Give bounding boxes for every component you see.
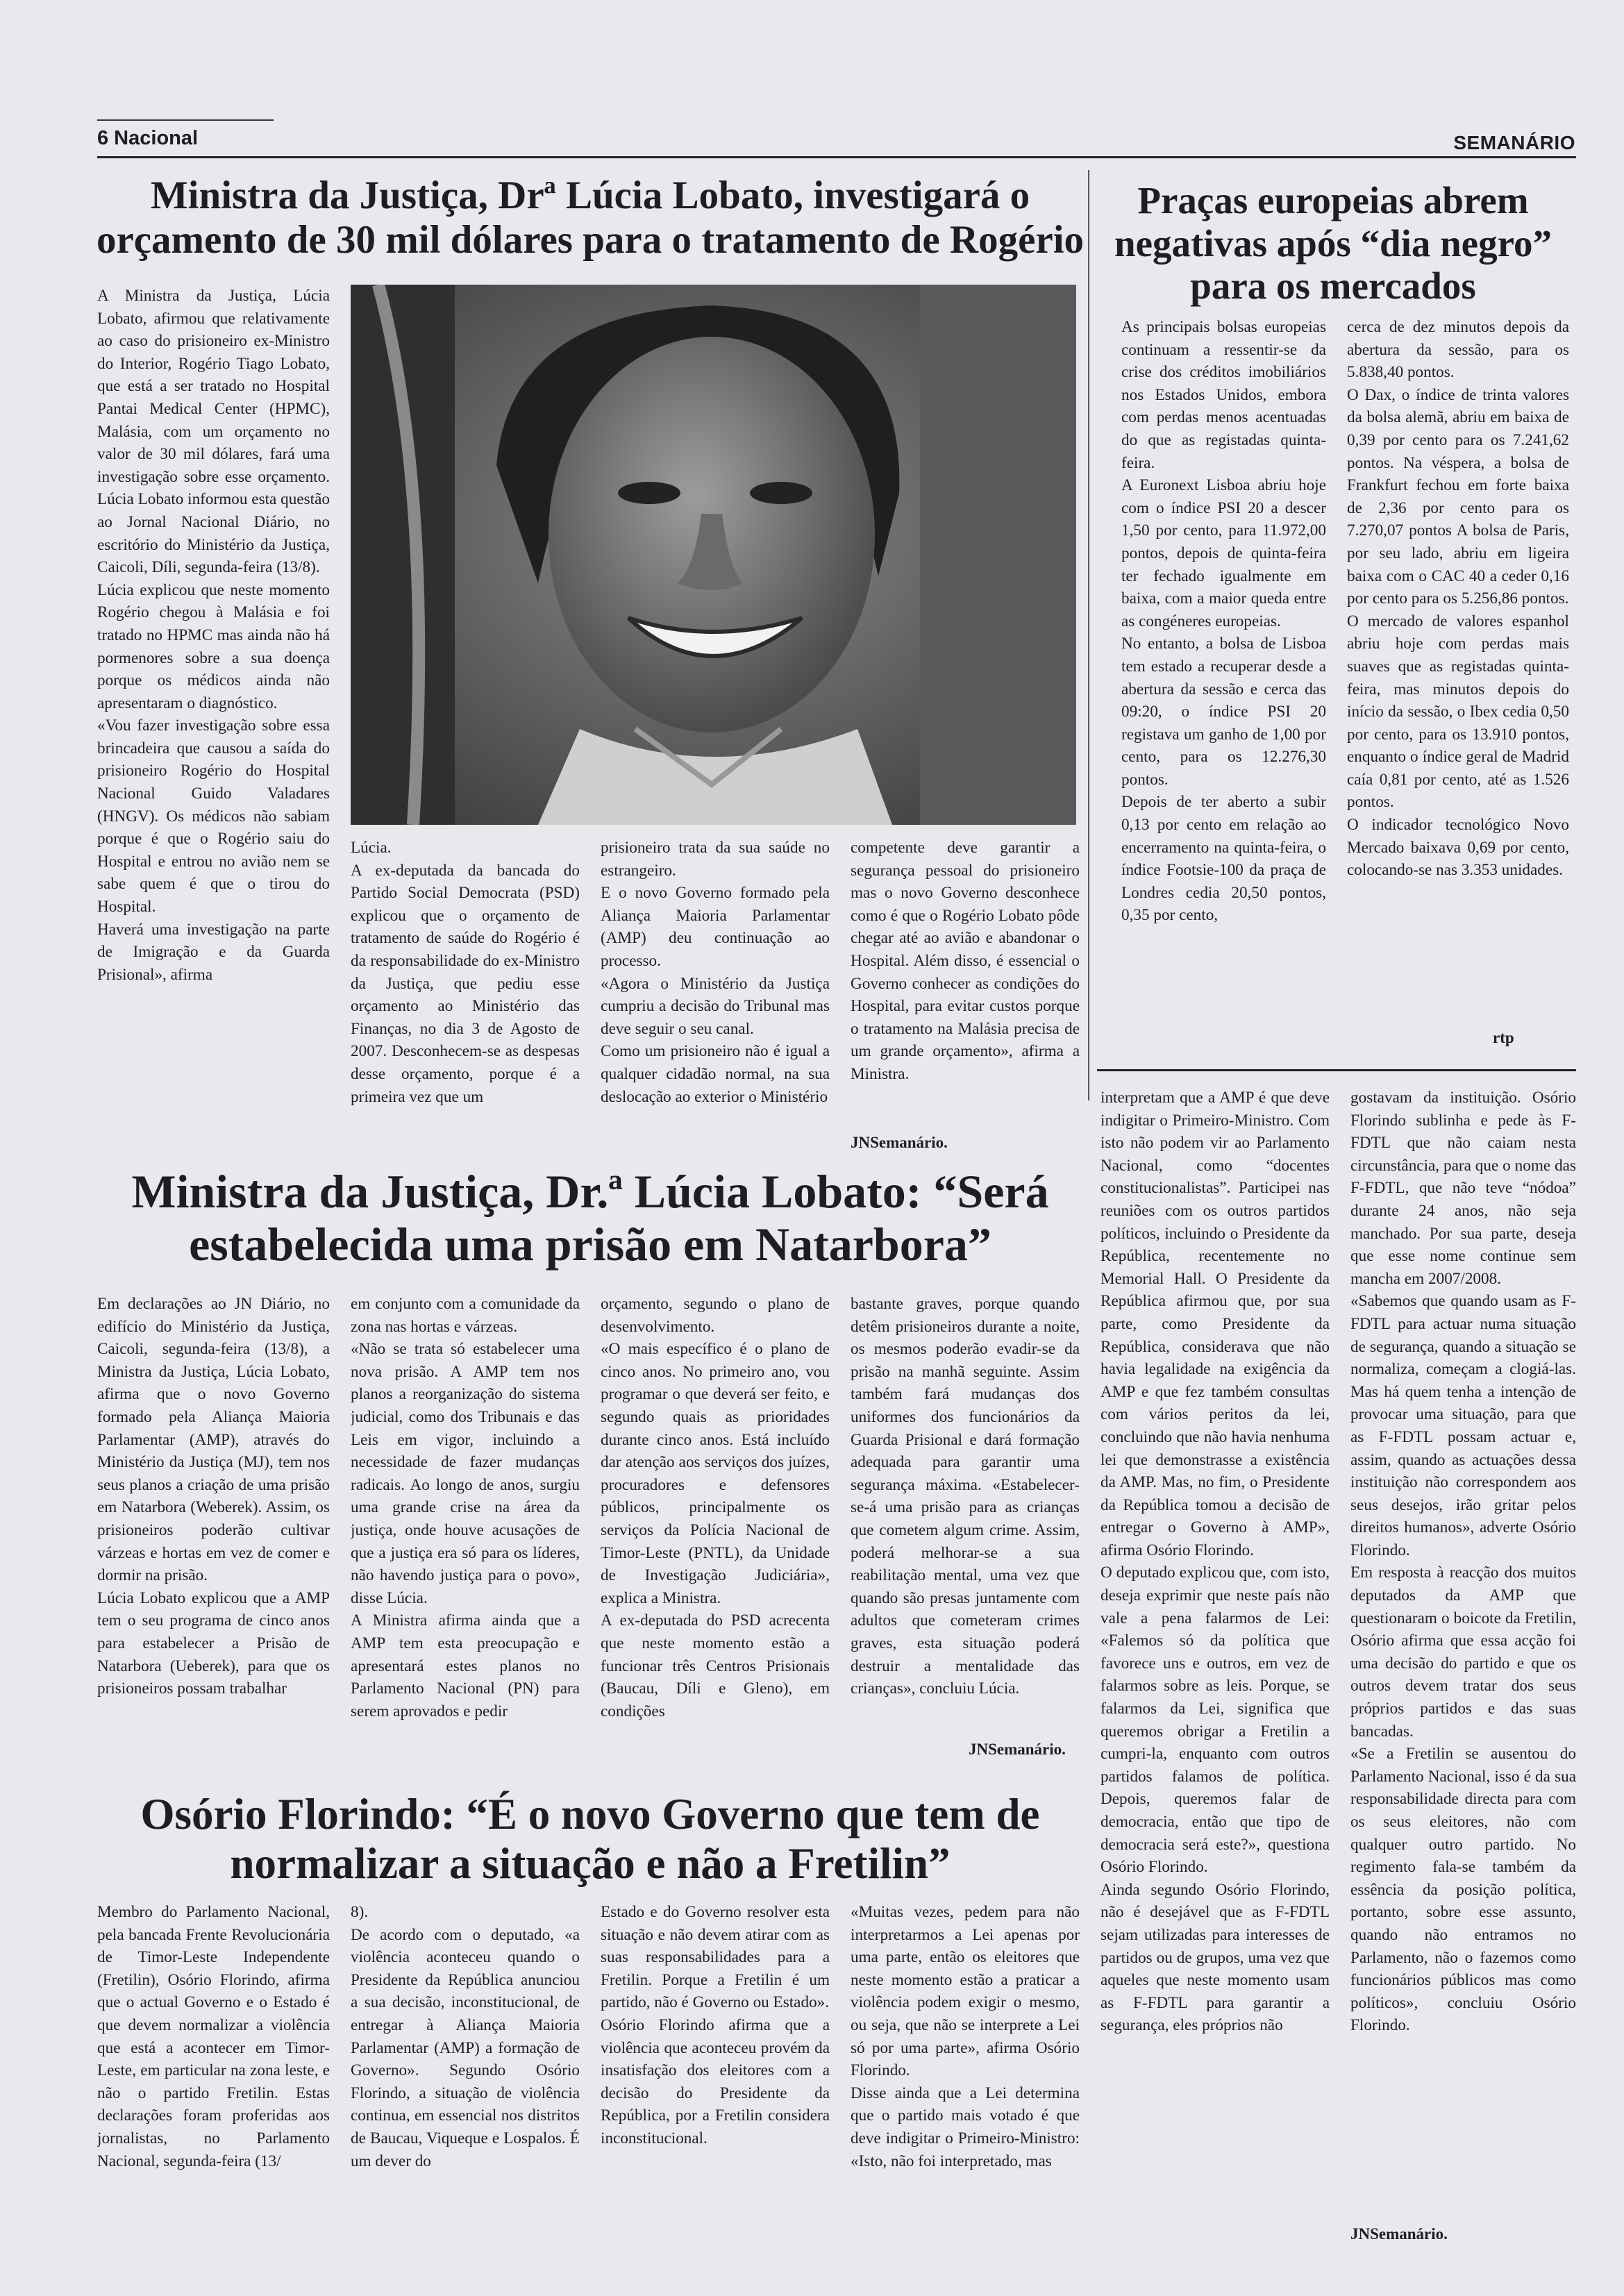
- article2-end-rule: [1097, 1069, 1576, 1071]
- article3-headline: Ministra da Justiça, Dr.ª Lúcia Lobato: “Será estabelecida uma prisão em Natarbora”: [131, 1165, 1049, 1271]
- article4-column-1: Membro do Parlamento Nacional, pela bancada Frente Revolucionária de Timor-Leste Independente (Fretilin), Osório Florindo, afirma que o actual Governo e o Estado é que devem normalizar a violência que está a acontecer em Timor-Leste, em particular na zona leste, e não o partido Fretilin. Estas declarações foram proferidas aos jornalistas, no Parlamento Nacional, segunda-feira (13/: [97, 1903, 330, 2170]
- article3-column-3: orçamento, segundo o plano de desenvolvimento. «O mais específico é o plano de cinco anos. No primeiro ano, vou programar o que deverá ser feito, e segundo quais as prioridades durante cinco anos. Está incluído dar atenção aos serviços dos juízes, procuradores e defensores públicos, principalmente os serviços da Polícia Nacional de Timor-Leste (PNTL), da Unidade de Investigação Judiciária», explica a Ministra. A ex-deputada do PSD acrecenta que neste momento estão a funcionar três Centros Prisionais (Baucau, Díli e Gleno), em condições: [601, 1295, 830, 1720]
- article3-column-4-wrap: [851, 1293, 1080, 1779]
- article2-column-2-wrap: [1347, 316, 1569, 1052]
- article2-column-1: As principais bolsas europeias continuam a ressentir-se da crise dos créditos imobiliários nos Estados Unidos, embora com perdas menos acentuadas do que as registadas quinta-feira. A Euronext Lisboa abriu hoje com o índice PSI 20 a descer 1,50 por cento, para 11.972,00 pontos, depois de quinta-feira ter fechado igualmente em baixa, com a maior queda entre as congéneres europeias. No entanto, a bolsa de Lisboa tem estado a recuperar desde a abertura da sessão e cerca das 09:20, o índice PSI 20 registava um ganho de 1,00 por cento, para os 12.276,30 pontos. Depois de ter aberto a subir 0,13 por cento em relação ao encerramento na quinta-feira, o índice Footsie-100 da praça de Londres cedia 20,50 pontos, 0,35 por cento,: [1121, 318, 1326, 925]
- article1-column-4: competente deve garantir a segurança pessoal do prisioneiro mas o novo Governo desconhece como é que o Rogério Lobato pôde chegar até ao avião e abandonar o Hospital. Além disso, é essencial o Governo conhecer as condições do Hospital, para evitar custos porque o tratamento na Malásia precisa de um grande orçamento», afirma a Ministra.: [851, 839, 1080, 1083]
- article1-photo: [351, 285, 1076, 825]
- article4-column-6: gostavam da instituição. Osório Florindo sublinha e pede às F-FDTL que não caiam nesta circunstância, para que o nome das F-FDTL, que não teve “nódoa” durante 24 anos, não seja manchado. Por sua parte, deseja que esse nome continue sem mancha em 2007/2008. «Sabemos que quando usam as F-FDTL para actuar numa situação de segurança, quando a situação se normaliza, começam a clogiá-las. Mas há quem tenha a intenção de provocar uma situação, para que as F-FDTL possam actuar e, assim, quando as actuações dessa instituição não correspondem aos seus desejos, irão gritar pelos direitos humanos», adverte Osório Florindo. Em resposta à reacção dos muitos deputados da AMP que questionaram o boicote da Fretilin, Osório afirma que essa acção foi uma decisão do partido e que os outros devem tratar dos seus próprios partidos e das suas bancadas. «Se a Fretilin se ausentou do Parlamento Nacional, isso é da sua responsabilidade directa para com os seus eleitores, não com qualquer outro partido. No regimento fala-se também da essência da posição política, portanto, sobre esse assunto, quando não entramos no Parlamento, não o fazemos como funcionários públicos mas como políticos», concluiu Osório Florindo.: [1350, 1089, 1576, 2035]
- article4-column-2: 8). De acordo com o deputado, «a violência aconteceu quando o Presidente da República anunciou a sua decisão, inconstitucional, de entregar à Aliança Maioria Parlamentar (AMP) a formação de Governo». Segundo Osório Florindo, a situação de violência continua, em essencial nos distritos de Baucau, Viqueque e Lospalos. É um dever do: [351, 1903, 580, 2170]
- article1-column-3: prisioneiro trata da sua saúde no estrangeiro. E o novo Governo formado pela Aliança Maioria Parlamentar (AMP) deu continuação ao processo. «Agora o Ministério da Justiça cumpriu a decisão do Tribunal mas deve seguir o seu canal. Como um prisioneiro não é igual a qualquer cidadão normal, na sua deslocação ao exterior o Ministério: [601, 839, 830, 1106]
- section-label: 6 Nacional: [97, 127, 199, 149]
- article4-column-6-wrap: [1350, 1087, 1576, 2267]
- article2-byline: rtp: [1493, 1029, 1514, 1046]
- article4-headline: Osório Florindo: “É o novo Governo que tem de normalizar a situação e não a Fretilin”: [140, 1790, 1040, 1888]
- article4-byline: JNSemanário.: [1350, 2225, 1448, 2243]
- article3-byline: JNSemanário.: [969, 1741, 1066, 1758]
- newspaper-name: SEMANÁRIO: [1453, 132, 1575, 153]
- column-divider: [1088, 170, 1089, 1100]
- article1-headline: Ministra da Justiça, Drª Lúcia Lobato, investigará o orçamento de 30 mil dólares para o tratamento de Rogério: [96, 174, 1085, 262]
- article3-column-4: bastante graves, porque quando detêm prisioneiros durante a noite, os mesmos poderão evadir-se da prisão na manhã seguinte. Assim também fará mudanças dos uniformes dos funcionários da Guarda Prisional e dará formação adequada para garantir uma segurança máxima. «Estabelecer-se-á uma prisão para as crianças que cometem algum crime. Assim, poderá melhorar-se a sua reabilitação mental, uma vez que quando são presas juntamente com adultos que cometeram crimes graves, esta situação poderá destruir a mentalidade das crianças», concluiu Lúcia.: [851, 1295, 1080, 1698]
- article4-column-5: interpretam que a AMP é que deve indigitar o Primeiro-Ministro. Com isto não podem vir ao Parlamento Nacional, como “docentes constitucionalistas”. Participei nas reuniões com os outros partidos políticos, incluindo o Presidente da República, recentemente no Memorial Hall. O Presidente da República afirmou que, por sua parte, como Presidente da República, considerava que não havia legalidade na exigência da AMP e que fez também consultas com vários peritos da lei, concluindo que não havia nenhuma lei que demonstrasse a existência da AMP. Mas, no fim, o Presidente da República tomou a decisão de entregar o Governo à AMP», afirma Osório Florindo. O deputado explicou que, com isto, deseja exprimir que neste país não vale a pena falarmos de Lei: «Falemos só da política que favorece uns e outros, em vez de falarmos sobre as leis. Porque, se falarmos da Lei, significa que queremos obrigar a Fretilin a cumpri-la, enquanto com outros partidos falamos de política. Depois, queremos falar de democracia, então que tipo de democracia será este?», questiona Osório Florindo. Ainda segundo Osório Florindo, não é desejável que as F-FDTL sejam utilizadas para interesses de partidos ou de grupos, uma vez que aqueles que neste momento usam as F-FDTL para garantir a segurança, eles próprios não: [1100, 1089, 1330, 2035]
- header-rule: [97, 156, 1576, 158]
- article1-column-2: Lúcia. A ex-deputada da bancada do Partido Social Democrata (PSD) explicou que o orçamento de tratamento de saúde do Rogério é da responsabilidade do ex-Ministro da Justiça, que pediu esse orçamento ao Ministério das Finanças, no dia 3 de Agosto de 2007. Desconhecem-se as despesas desse orçamento, porque é a primeira vez que um: [351, 839, 580, 1106]
- article4-column-4: «Muitas vezes, pedem para não interpretarmos a Lei apenas por uma parte, então os eleitores que neste momento estão a praticar a violência podem exigir o mesmo, ou seja, que não se interprete a Lei só por uma parte», afirma Osório Florindo. Disse ainda que a Lei determina que o partido mais votado é que deve indigitar o Primeiro-Ministro: «Isto, não foi interpretado, mas: [851, 1903, 1080, 2170]
- article1-column-1: A Ministra da Justiça, Lúcia Lobato, afirmou que relativamente ao caso do prisioneiro ex-Ministro do Interior, Rogério Tiago Lobato, que está a ser tratado no Hospital Pantai Medical Center (HPMC), Malásia, com um orçamento no valor de 30 mil dólares, fará uma investigação sobre esse orçamento. Lúcia Lobato informou esta questão ao Jornal Nacional Diário, no escritório do Ministério da Justiça, Caicoli, Díli, segunda-feira (13/8). Lúcia explicou que neste momento Rogério chegou à Malásia e foi tratado no HPMC mas ainda não há pormenores sobre a sua doença porque os médicos ainda não apresentaram o diagnóstico. «Vou fazer investigação sobre essa brincadeira que causou a saída do prisioneiro Rogério do Hospital Nacional Guido Valadares (HNGV). Os médicos não sabiam porque é que o Rogério saiu do Hospital e entrou no avião nem se sabe quem é que o tirou do Hospital. Haverá uma investigação na parte de Imigração e da Guarda Prisional», afirma: [97, 287, 330, 984]
- header-top-rule: [97, 119, 274, 121]
- article3-column-1: Em declarações ao JN Diário, no edifício do Ministério da Justiça, Caicoli, segunda-feira (13/8), a Ministra da Justiça, Lúcia Lobato, afirma que o novo Governo formado pela Aliança Maioria Parlamentar (AMP), através do Ministério da Justiça (MJ), tem nos seus planos a criação de uma prisão em Natarbora (Weberek). Assim, os prisioneiros poderão cultivar várzeas e hortas em vez de comer e dormir na prisão. Lúcia Lobato explicou que a AMP tem o seu programa de cinco anos para estabelecer a Prisão de Natarbora (Ueberek), para que os prisioneiros possam trabalhar: [97, 1295, 330, 1698]
- article3-column-2: em conjunto com a comunidade da zona nas hortas e várzeas. «Não se trata só estabelecer uma nova prisão. A AMP tem nos planos a reorganização do sistema judicial, como dos Tribunais e das Leis em vigor, incluindo a necessidade de fazer mudanças radicais. Ao longo de anos, surgiu uma grande crise na área da justiça, onde houve acusações de que a justiça era só para os líderes, não havendo justiça para o povo», disse Lúcia. A Ministra afirma ainda que a AMP tem esta preocupação e apresentará estes planos no Parlamento Nacional (PN) para serem aprovados e pedir: [351, 1295, 580, 1720]
- article1-column-4-wrap: [851, 837, 1080, 1163]
- article1-byline: JNSemanário.: [851, 1134, 948, 1151]
- article4-column-3: Estado e do Governo resolver esta situação e não devem atirar com as suas responsabilidades para a Fretilin. Porque a Fretilin é um partido, não é Governo ou Estado». Osório Florindo afirma que a violência que aconteceu provém da insatisfação dos eleitores com a decisão do Presidente da República, por a Fretilin considera inconstitucional.: [601, 1903, 830, 2147]
- portrait-photo-image: [351, 285, 1076, 825]
- article2-column-2: cerca de dez minutos depois da abertura da sessão, para os 5.838,40 pontos. O Dax, o índice de trinta valores da bolsa alemã, abriu em baixa de 0,39 por cento para os 7.241,62 pontos. Na véspera, a bolsa de Frankfurt fechou em forte baixa de 2,36 por cento para os 7.270,07 pontos A bolsa de Paris, por seu lado, abriu em ligeira baixa com o CAC 40 a ceder 0,16 por cento para os 5.256,86 pontos. O mercado de valores espanhol abriu hoje com perdas mais suaves que as registadas quinta-feira, mas minutos depois do início da sessão, o Ibex cedia 0,50 por cento, para os 13.910 pontos, enquanto o índice geral de Madrid caía 0,81 por cento, até as 1.526 pontos. O indicador tecnológico Novo Mercado baixava 0,69 por cento, colocando-se nas 3.353 unidades.: [1347, 318, 1569, 880]
- article2-headline: Praças europeias abrem negativas após “dia negro” para os mercados: [1114, 179, 1552, 308]
